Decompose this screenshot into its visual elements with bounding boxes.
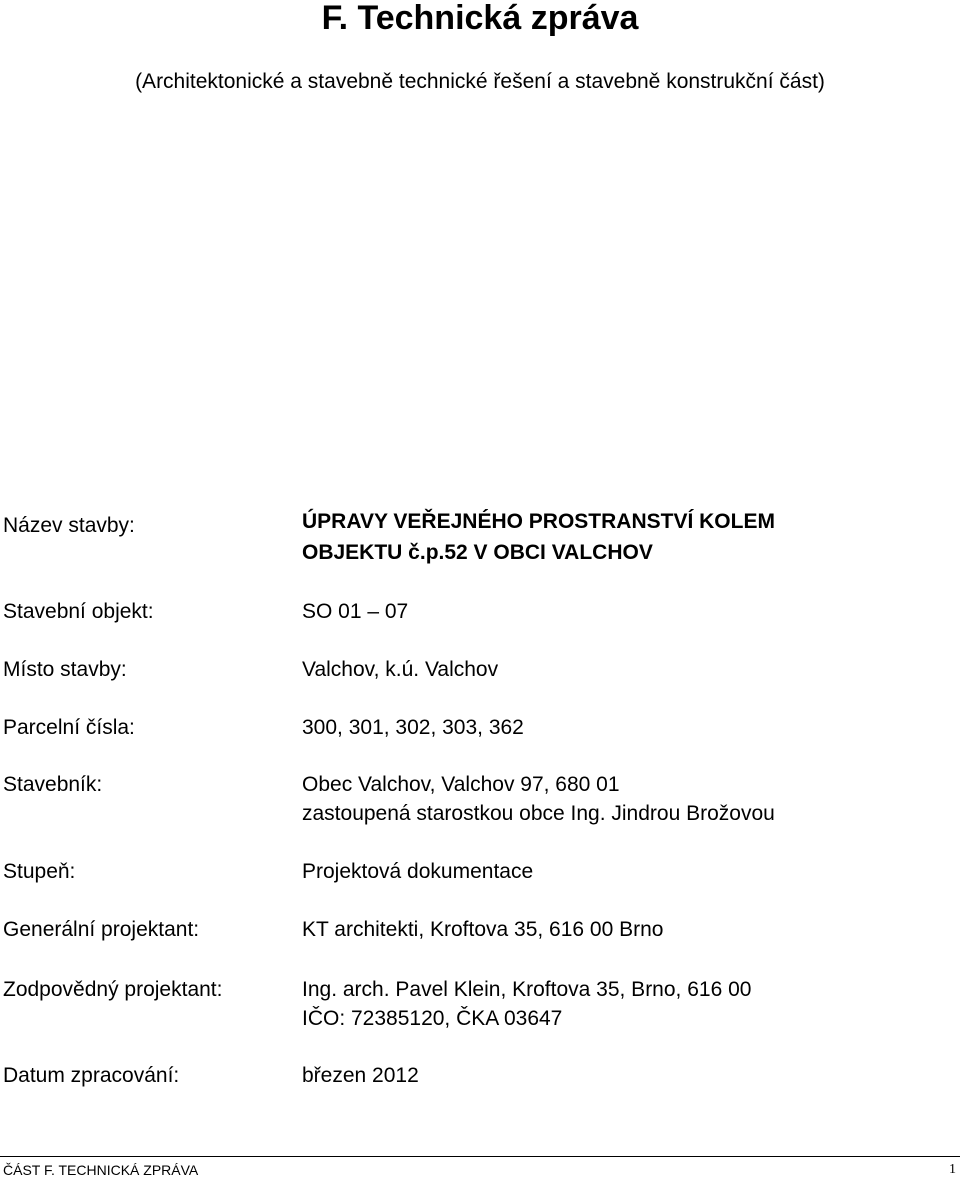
building-object-label: Stavební objekt: bbox=[3, 600, 154, 623]
investor-label: Stavebník: bbox=[3, 773, 103, 796]
investor-value-line1: Obec Valchov, Valchov 97, 680 01 bbox=[302, 773, 620, 796]
investor-value-line2: zastoupená starostkou obce Ing. Jindrou Brožovou bbox=[302, 802, 775, 825]
general-designer-label: Generální projektant: bbox=[3, 918, 200, 941]
document-title: F. Technická zpráva bbox=[321, 0, 639, 37]
processing-date-label: Datum zpracování: bbox=[3, 1064, 180, 1087]
page-number: 1 bbox=[949, 1162, 956, 1177]
building-name-value-line1: ÚPRAVY VEŘEJNÉHO PROSTRANSTVÍ KOLEM bbox=[302, 510, 775, 533]
construction-site-value: Valchov, k.ú. Valchov bbox=[302, 658, 499, 681]
parcel-numbers-value: 300, 301, 302, 303, 362 bbox=[302, 716, 524, 739]
building-name-label: Název stavby: bbox=[3, 514, 135, 537]
document-subtitle: (Architektonické a stavebně technické řešení a stavebně konstrukční část) bbox=[135, 70, 825, 93]
stage-value: Projektová dokumentace bbox=[302, 860, 534, 883]
responsible-designer-label: Zodpovědný projektant: bbox=[3, 978, 223, 1001]
footer-divider bbox=[0, 1156, 960, 1157]
responsible-designer-value-line2: IČO: 72385120, ČKA 03647 bbox=[302, 1007, 563, 1030]
footer-section-title: ČÁST F. TECHNICKÁ ZPRÁVA bbox=[3, 1162, 199, 1178]
processing-date-value: březen 2012 bbox=[302, 1064, 419, 1087]
general-designer-value: KT architekti, Kroftova 35, 616 00 Brno bbox=[302, 918, 664, 941]
building-name-value-line2: OBJEKTU č.p.52 V OBCI VALCHOV bbox=[302, 541, 653, 564]
stage-label: Stupeň: bbox=[3, 860, 76, 883]
parcel-numbers-label: Parcelní čísla: bbox=[3, 716, 135, 739]
building-object-value: SO 01 – 07 bbox=[302, 600, 409, 623]
construction-site-label: Místo stavby: bbox=[3, 658, 127, 681]
responsible-designer-value-line1: Ing. arch. Pavel Klein, Kroftova 35, Brno, 616 00 bbox=[302, 978, 752, 1001]
